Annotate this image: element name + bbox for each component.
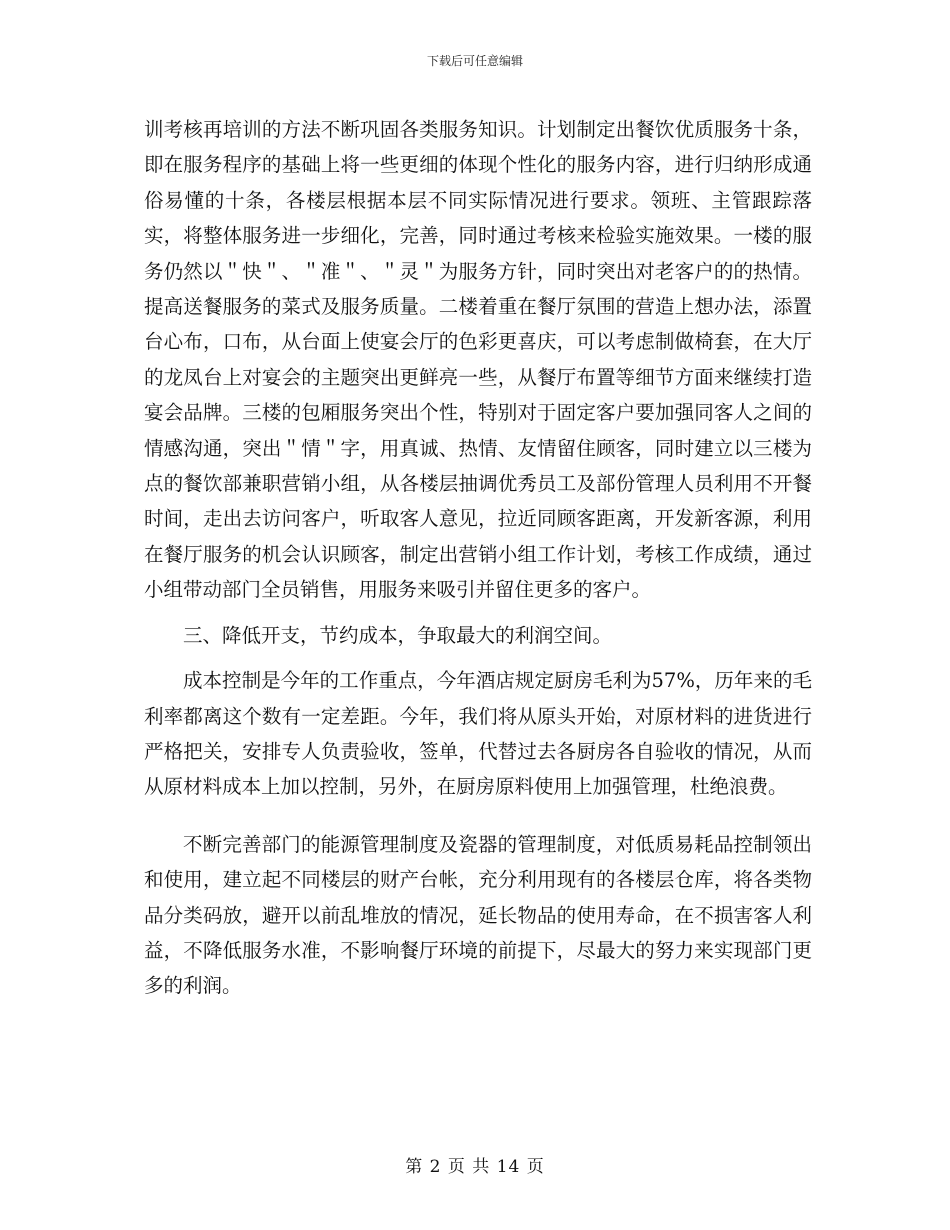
header-note: 下载后可任意编辑: [426, 54, 523, 68]
page-number: 第 2 页 共 14 页: [405, 1157, 545, 1177]
section-heading-cost: 三、降低开支，节约成本，争取最大的利润空间。: [183, 623, 613, 647]
document-body: [144, 112, 812, 1004]
paragraph-service-plan: 训考核再培训的方法不断巩固各类服务知识。计划制定出餐饮优质服务十条，即在服务程序的基础上将一些更细的体现个性化的服务内容，进行归纳形成通俗易懂的十条，各楼层根据本层不同实际情况进行要求。领班、主管跟踪落实，将整体服务进一步细化，完善，同时通过考核来检验实施效果。一楼的服务仍然以＂快＂、＂准＂、＂灵＂为服务方针，同时突出对老客户的的热情。提高送餐服务的菜式及服务质量。二楼着重在餐厅氛围的营造上想办法，添置台心布，口布，从台面上使宴会厅的色彩更喜庆，可以考虑制做椅套，在大厅的龙凤台上对宴会的主题突出更鲜亮一些，从餐厅布置等细节方面来继续打造宴会品牌。三楼的包厢服务突出个性，特别对于固定客户要加强同客人之间的情感沟通，突出＂情＂字，用真诚、热情、友情留住顾客，同时建立以三楼为点的餐饮部兼职营销小组，从各楼层抽调优秀员工及部份管理人员利用不开餐时间，走出去访问客户，听取客人意见，拉近同顾客距离，开发新客源，利用在餐厅服务的机会认识顾客，制定出营销小组工作计划，考核工作成绩，通过小组带动部门全员销售，用服务来吸引并留住更多的客户。: [144, 118, 812, 602]
paragraph-cost-control: 成本控制是今年的工作重点，今年酒店规定厨房毛利为57%，历年来的毛利率都离这个数有一定差距。今年，我们将从原头开始，对原材料的进货进行严格把关，安排专人负责验收，签单，代替过去各厨房各自验收的情况，从而从原材料成本上加以控制，另外，在厨房原料使用上加强管理，杜绝浪费。: [144, 669, 812, 799]
paragraph-energy-management: 不断完善部门的能源管理制度及瓷器的管理制度，对低质易耗品控制领出和使用，建立起不同楼层的财产台帐，充分利用现有的各楼层仓库，将各类物品分类码放，避开以前乱堆放的情况，延长物品的使用寿命，在不损害客人利益，不降低服务水准，不影响餐厅环境的前提下，尽最大的努力来实现部门更多的利润。: [144, 832, 812, 998]
